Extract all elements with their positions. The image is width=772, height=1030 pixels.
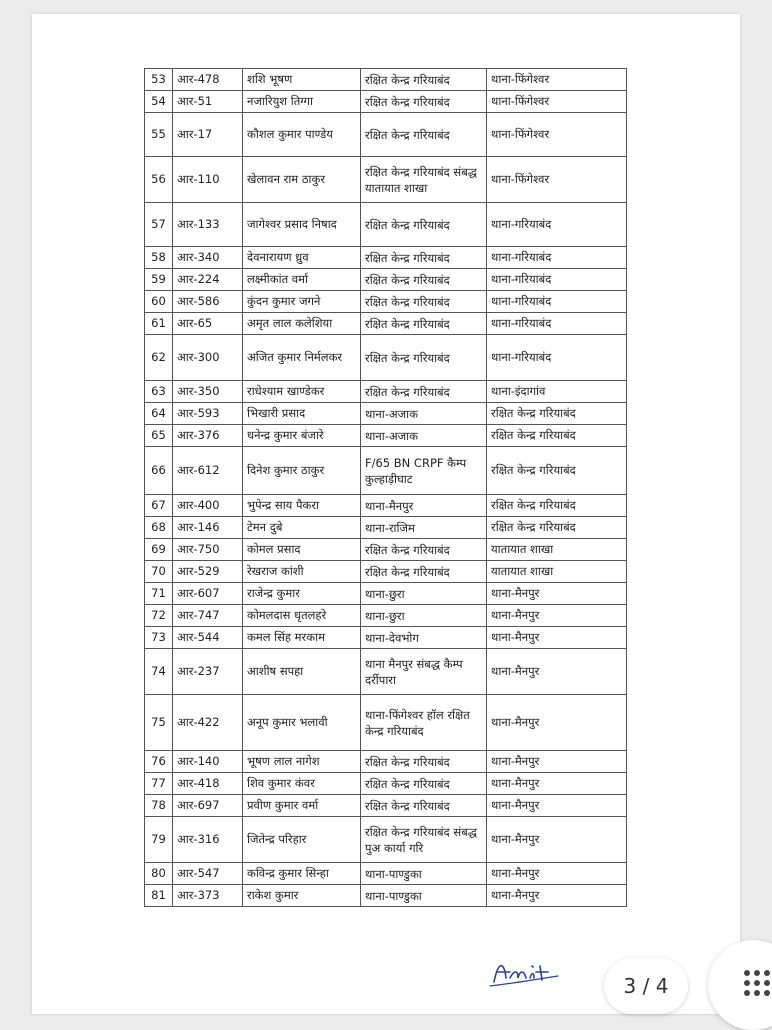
new-posting-cell: थाना-मैनपुर bbox=[487, 817, 627, 863]
employee-name-cell: लक्ष्मीकांत वर्मा bbox=[243, 269, 361, 291]
new-posting-cell: यातायात शाखा bbox=[487, 561, 627, 583]
serial-number-cell: 61 bbox=[145, 313, 173, 335]
table-row bbox=[145, 403, 627, 425]
employee-name-cell: अमृत लाल कलेशिया bbox=[243, 313, 361, 335]
badge-number-cell: आर-607 bbox=[173, 583, 243, 605]
serial-number-cell: 56 bbox=[145, 157, 173, 203]
badge-number-cell: आर-224 bbox=[173, 269, 243, 291]
current-posting-cell: रक्षित केन्द्र गरियाबंद bbox=[361, 91, 487, 113]
current-posting-cell: रक्षित केन्द्र गरियाबंद bbox=[361, 335, 487, 381]
table-row bbox=[145, 795, 627, 817]
table-row bbox=[145, 157, 627, 203]
employee-name-cell: भिखारी प्रसाद bbox=[243, 403, 361, 425]
employee-name-cell: कमल सिंह मरकाम bbox=[243, 627, 361, 649]
table-row bbox=[145, 269, 627, 291]
badge-number-cell: आर-133 bbox=[173, 203, 243, 247]
employee-name-cell: राधेश्याम खाण्डेकर bbox=[243, 381, 361, 403]
employee-name-cell: दिनेश कुमार ठाकुर bbox=[243, 447, 361, 495]
table-row bbox=[145, 313, 627, 335]
badge-number-cell: आर-747 bbox=[173, 605, 243, 627]
badge-number-cell: आर-17 bbox=[173, 113, 243, 157]
new-posting-cell: थाना-मैनपुर bbox=[487, 773, 627, 795]
current-posting-cell: थाना-देवभोग bbox=[361, 627, 487, 649]
current-posting-cell: रक्षित केन्द्र गरियाबंद bbox=[361, 313, 487, 335]
new-posting-cell: थाना-गरियाबंद bbox=[487, 313, 627, 335]
employee-name-cell: टेमन दुबे bbox=[243, 517, 361, 539]
badge-number-cell: आर-376 bbox=[173, 425, 243, 447]
serial-number-cell: 77 bbox=[145, 773, 173, 795]
badge-number-cell: आर-529 bbox=[173, 561, 243, 583]
new-posting-cell: थाना-फिंगेश्वर bbox=[487, 69, 627, 91]
employee-name-cell: जितेन्द्र परिहार bbox=[243, 817, 361, 863]
serial-number-cell: 74 bbox=[145, 649, 173, 695]
employee-name-cell: अनूप कुमार भलावी bbox=[243, 695, 361, 751]
new-posting-cell: थाना-गरियाबंद bbox=[487, 269, 627, 291]
employee-name-cell: अजित कुमार निर्मलकर bbox=[243, 335, 361, 381]
table-row bbox=[145, 695, 627, 751]
current-posting-cell: रक्षित केन्द्र गरियाबंद bbox=[361, 269, 487, 291]
employee-name-cell: जागेश्वर प्रसाद निषाद bbox=[243, 203, 361, 247]
new-posting-cell: थाना-फिंगेश्वर bbox=[487, 113, 627, 157]
transfer-table bbox=[144, 68, 627, 907]
employee-name-cell: देवनारायण ध्रुव bbox=[243, 247, 361, 269]
new-posting-cell: रक्षित केन्द्र गरियाबंद bbox=[487, 495, 627, 517]
employee-name-cell: आशीष सपहा bbox=[243, 649, 361, 695]
current-posting-cell: थाना-छुरा bbox=[361, 583, 487, 605]
new-posting-cell: रक्षित केन्द्र गरियाबंद bbox=[487, 403, 627, 425]
badge-number-cell: आर-300 bbox=[173, 335, 243, 381]
new-posting-cell: थाना-मैनपुर bbox=[487, 795, 627, 817]
badge-number-cell: आर-612 bbox=[173, 447, 243, 495]
serial-number-cell: 73 bbox=[145, 627, 173, 649]
employee-name-cell: नजारियुश तिग्गा bbox=[243, 91, 361, 113]
new-posting-cell: थाना-फिंगेश्वर bbox=[487, 91, 627, 113]
serial-number-cell: 59 bbox=[145, 269, 173, 291]
employee-name-cell: कोमलदास धृतलहरे bbox=[243, 605, 361, 627]
new-posting-cell: थाना-गरियाबंद bbox=[487, 291, 627, 313]
handwritten-signature bbox=[488, 954, 566, 990]
employee-name-cell: धनेन्द्र कुमार बंजारे bbox=[243, 425, 361, 447]
current-posting-cell: रक्षित केन्द्र गरियाबंद bbox=[361, 751, 487, 773]
badge-number-cell: आर-316 bbox=[173, 817, 243, 863]
serial-number-cell: 62 bbox=[145, 335, 173, 381]
new-posting-cell: रक्षित केन्द्र गरियाबंद bbox=[487, 425, 627, 447]
badge-number-cell: आर-146 bbox=[173, 517, 243, 539]
new-posting-cell: थाना-इंदागांव bbox=[487, 381, 627, 403]
new-posting-cell: थाना-मैनपुर bbox=[487, 627, 627, 649]
table-row bbox=[145, 91, 627, 113]
new-posting-cell: थाना-गरियाबंद bbox=[487, 335, 627, 381]
employee-name-cell: शशि भूषण bbox=[243, 69, 361, 91]
current-posting-cell: रक्षित केन्द्र गरियाबंद bbox=[361, 561, 487, 583]
table-row bbox=[145, 751, 627, 773]
serial-number-cell: 55 bbox=[145, 113, 173, 157]
serial-number-cell: 60 bbox=[145, 291, 173, 313]
current-posting-cell: थाना-अजाक bbox=[361, 425, 487, 447]
employee-name-cell: कौशल कुमार पाण्डेय bbox=[243, 113, 361, 157]
table-row bbox=[145, 495, 627, 517]
serial-number-cell: 58 bbox=[145, 247, 173, 269]
current-posting-cell: थाना-पाण्डुका bbox=[361, 863, 487, 885]
table-row bbox=[145, 69, 627, 91]
employee-name-cell: कविन्द्र कुमार सिन्हा bbox=[243, 863, 361, 885]
badge-number-cell: आर-140 bbox=[173, 751, 243, 773]
badge-number-cell: आर-697 bbox=[173, 795, 243, 817]
badge-number-cell: आर-750 bbox=[173, 539, 243, 561]
table-row bbox=[145, 561, 627, 583]
table-row bbox=[145, 863, 627, 885]
document-page bbox=[32, 14, 740, 1014]
employee-name-cell: राकेश कुमार bbox=[243, 885, 361, 907]
serial-number-cell: 66 bbox=[145, 447, 173, 495]
serial-number-cell: 67 bbox=[145, 495, 173, 517]
current-posting-cell: थाना-छुरा bbox=[361, 605, 487, 627]
new-posting-cell: थाना-फिंगेश्वर bbox=[487, 157, 627, 203]
employee-name-cell: रेखराज कांशी bbox=[243, 561, 361, 583]
badge-number-cell: आर-547 bbox=[173, 863, 243, 885]
serial-number-cell: 63 bbox=[145, 381, 173, 403]
current-posting-cell: रक्षित केन्द्र गरियाबंद bbox=[361, 381, 487, 403]
serial-number-cell: 65 bbox=[145, 425, 173, 447]
badge-number-cell: आर-373 bbox=[173, 885, 243, 907]
current-posting-cell: रक्षित केन्द्र गरियाबंद संबद्ध पुअ कार्या गरि bbox=[361, 817, 487, 863]
employee-name-cell: शिव कुमार कंवर bbox=[243, 773, 361, 795]
table-row bbox=[145, 447, 627, 495]
badge-number-cell: आर-478 bbox=[173, 69, 243, 91]
serial-number-cell: 64 bbox=[145, 403, 173, 425]
badge-number-cell: आर-51 bbox=[173, 91, 243, 113]
new-posting-cell: थाना-मैनपुर bbox=[487, 751, 627, 773]
new-posting-cell: थाना-मैनपुर bbox=[487, 885, 627, 907]
table-row bbox=[145, 517, 627, 539]
current-posting-cell: थाना-फिंगेश्वर हॉल रक्षित केन्द्र गरियाबंद bbox=[361, 695, 487, 751]
table-row bbox=[145, 605, 627, 627]
serial-number-cell: 78 bbox=[145, 795, 173, 817]
current-posting-cell: रक्षित केन्द्र गरियाबंद bbox=[361, 69, 487, 91]
current-posting-cell: F/65 BN CRPF कैम्प कुल्हाड़ीघाट bbox=[361, 447, 487, 495]
current-posting-cell: थाना-अजाक bbox=[361, 403, 487, 425]
badge-number-cell: आर-400 bbox=[173, 495, 243, 517]
table-row bbox=[145, 291, 627, 313]
new-posting-cell: रक्षित केन्द्र गरियाबंद bbox=[487, 447, 627, 495]
table-row bbox=[145, 335, 627, 381]
badge-number-cell: आर-544 bbox=[173, 627, 243, 649]
page-indicator-text: 3 / 4 bbox=[623, 974, 669, 998]
new-posting-cell: थाना-गरियाबंद bbox=[487, 247, 627, 269]
serial-number-cell: 57 bbox=[145, 203, 173, 247]
current-posting-cell: थाना मैनपुर संबद्ध कैम्प दर्रीपारा bbox=[361, 649, 487, 695]
serial-number-cell: 80 bbox=[145, 863, 173, 885]
new-posting-cell: थाना-मैनपुर bbox=[487, 649, 627, 695]
serial-number-cell: 68 bbox=[145, 517, 173, 539]
table-row bbox=[145, 113, 627, 157]
current-posting-cell: रक्षित केन्द्र गरियाबंद bbox=[361, 539, 487, 561]
page-indicator bbox=[604, 958, 688, 1014]
current-posting-cell: रक्षित केन्द्र गरियाबंद bbox=[361, 773, 487, 795]
badge-number-cell: आर-110 bbox=[173, 157, 243, 203]
current-posting-cell: रक्षित केन्द्र गरियाबंद bbox=[361, 291, 487, 313]
table-row bbox=[145, 381, 627, 403]
new-posting-cell: यातायात शाखा bbox=[487, 539, 627, 561]
current-posting-cell: रक्षित केन्द्र गरियाबंद संबद्ध यातायात शाखा bbox=[361, 157, 487, 203]
badge-number-cell: आर-422 bbox=[173, 695, 243, 751]
employee-name-cell: राजेन्द्र कुमार bbox=[243, 583, 361, 605]
table-row bbox=[145, 773, 627, 795]
table-row bbox=[145, 425, 627, 447]
current-posting-cell: रक्षित केन्द्र गरियाबंद bbox=[361, 203, 487, 247]
new-posting-cell: थाना-मैनपुर bbox=[487, 605, 627, 627]
serial-number-cell: 70 bbox=[145, 561, 173, 583]
employee-name-cell: कोमल प्रसाद bbox=[243, 539, 361, 561]
grid-dots-icon bbox=[744, 970, 770, 996]
serial-number-cell: 53 bbox=[145, 69, 173, 91]
badge-number-cell: आर-237 bbox=[173, 649, 243, 695]
badge-number-cell: आर-593 bbox=[173, 403, 243, 425]
table-row bbox=[145, 247, 627, 269]
new-posting-cell: थाना-मैनपुर bbox=[487, 863, 627, 885]
new-posting-cell: थाना-मैनपुर bbox=[487, 583, 627, 605]
new-posting-cell: थाना-मैनपुर bbox=[487, 695, 627, 751]
employee-name-cell: कुंदन कुमार जगने bbox=[243, 291, 361, 313]
current-posting-cell: रक्षित केन्द्र गरियाबंद bbox=[361, 247, 487, 269]
current-posting-cell: थाना-राजिम bbox=[361, 517, 487, 539]
serial-number-cell: 79 bbox=[145, 817, 173, 863]
employee-name-cell: भूषण लाल नागेश bbox=[243, 751, 361, 773]
badge-number-cell: आर-586 bbox=[173, 291, 243, 313]
new-posting-cell: रक्षित केन्द्र गरियाबंद bbox=[487, 517, 627, 539]
badge-number-cell: आर-340 bbox=[173, 247, 243, 269]
serial-number-cell: 69 bbox=[145, 539, 173, 561]
table-row bbox=[145, 885, 627, 907]
employee-name-cell: खेलावन राम ठाकुर bbox=[243, 157, 361, 203]
current-posting-cell: थाना-पाण्डुका bbox=[361, 885, 487, 907]
serial-number-cell: 75 bbox=[145, 695, 173, 751]
transfer-table-body bbox=[145, 69, 627, 907]
serial-number-cell: 76 bbox=[145, 751, 173, 773]
table-row bbox=[145, 583, 627, 605]
table-row bbox=[145, 539, 627, 561]
current-posting-cell: रक्षित केन्द्र गरियाबंद bbox=[361, 795, 487, 817]
serial-number-cell: 71 bbox=[145, 583, 173, 605]
serial-number-cell: 72 bbox=[145, 605, 173, 627]
new-posting-cell: थाना-गरियाबंद bbox=[487, 203, 627, 247]
badge-number-cell: आर-65 bbox=[173, 313, 243, 335]
badge-number-cell: आर-350 bbox=[173, 381, 243, 403]
current-posting-cell: थाना-मैनपुर bbox=[361, 495, 487, 517]
serial-number-cell: 54 bbox=[145, 91, 173, 113]
badge-number-cell: आर-418 bbox=[173, 773, 243, 795]
employee-name-cell: भुपेन्द्र साय पैकरा bbox=[243, 495, 361, 517]
current-posting-cell: रक्षित केन्द्र गरियाबंद bbox=[361, 113, 487, 157]
table-row bbox=[145, 627, 627, 649]
employee-name-cell: प्रवीण कुमार वर्मा bbox=[243, 795, 361, 817]
serial-number-cell: 81 bbox=[145, 885, 173, 907]
table-row bbox=[145, 649, 627, 695]
table-row bbox=[145, 817, 627, 863]
table-row bbox=[145, 203, 627, 247]
